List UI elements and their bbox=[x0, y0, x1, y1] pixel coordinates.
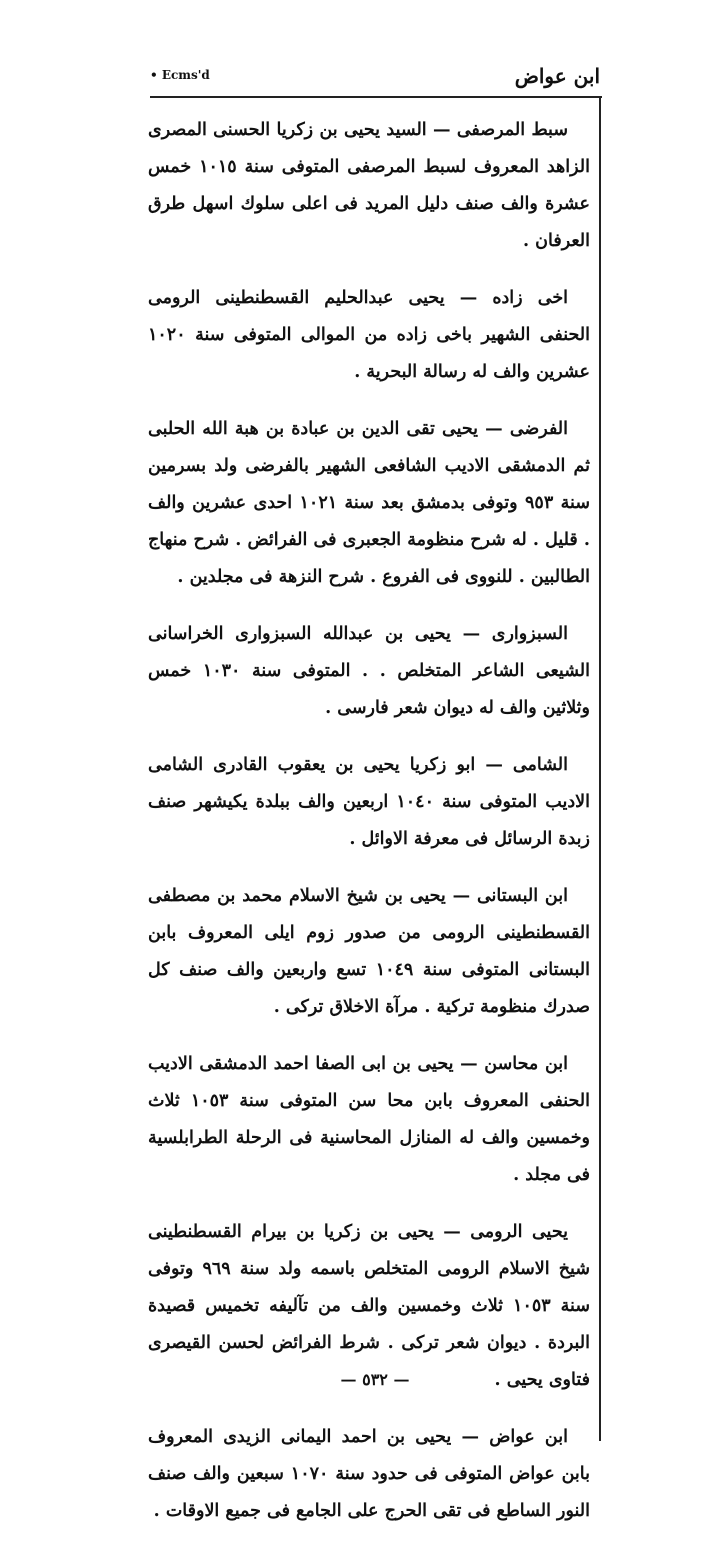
entry: الشامى — ابو زكريا يحيى بن يعقوب القادرى الشامى الاديب المتوفى سنة ١٠٤٠ اربعين والف ببلدة يكيشهر صنف زبدة الرسائل فى معرفة الاوائل . bbox=[148, 755, 590, 849]
entry: ابن محاسن — يحيى بن ابى الصفا احمد الدمشقى الاديب الحنفى المعروف بابن محا سن المتوفى سنة ١٠٥٣ ثلاث وخمسين والف له المنازل المحاسنية فى الرحلة الطرابلسية فى مجلد . bbox=[148, 1054, 590, 1185]
entry: ابن عواض — يحيى بن احمد اليمانى الزيدى المعروف بابن عواض المتوفى فى حدود سنة ١٠٧٠ سبعين والف صنف النور الساطع فى تقى الحرج على الجامع فى جميع الاوقات . bbox=[148, 1427, 590, 1521]
margin-rule bbox=[599, 96, 601, 1441]
running-title: ابن عواض bbox=[514, 64, 600, 88]
header-rule bbox=[150, 96, 602, 98]
entry: الفرضى — يحيى تقى الدين بن عبادة بن هبة الله الحلبى ثم الدمشقى الاديب الشافعى الشهير بالفرضى ولد بسرمين سنة ٩٥٣ وتوفى بدمشق بعد سنة ١٠٢١ احدى عشرين والف . قليل . له شرح منظومة الجعبرى فى الفرائض . شرح منهاج الطالبين . للنووى فى الفروع . شرح النزهة فى مجلدين . bbox=[148, 419, 590, 587]
page-number: — ٥٣٢ — bbox=[340, 1370, 410, 1389]
entry: السبزوارى — يحيى بن عبدالله السبزوارى الخراسانى الشيعى الشاعر المتخلص . . المتوفى سنة ١٠٣٠ خمس وثلاثين والف له ديوان شعر فارسى . bbox=[148, 624, 591, 718]
entry: سبط المرصفى — السيد يحيى بن زكريا الحسنى المصرى الزاهد المعروف لسبط المرصفى المتوفى سنة ١٠١٥ خمس عشرة والف صنف دليل المريد فى اعلى سلوك اسهل طرق العرفان . bbox=[148, 120, 590, 251]
entry: اخى زاده — يحيى عبدالحليم القسطنطينى الرومى الحنفى الشهير باخى زاده من الموالى المتوفى سنة ١٠٢٠ عشرين والف له رسالة البحرية . bbox=[148, 288, 590, 382]
header-mark: • Ecms'd bbox=[150, 68, 210, 82]
entry: ابن البستانى — يحيى بن شيخ الاسلام محمد بن مصطفى القسطنطينى الرومى من صدور زوم ايلى المعروف بابن البستانى المتوفى سنة ١٠٤٩ تسع واربعين والف صنف كل صدرك منظومة تركية . مرآة الاخلاق تركى . bbox=[148, 886, 590, 1017]
running-header bbox=[150, 62, 600, 94]
entry: يحيى الرومى — يحيى بن زكريا بن بيرام القسطنطينى شيخ الاسلام الرومى المتخلص باسمه ولد سنة ٩٦٩ وتوفى سنة ١٠٥٣ ثلاث وخمسين والف من تآليفه تخميس قصيدة البردة . ديوان شعر تركى . شرط الفرائض لحسن القيصرى فتاوى يحيى . bbox=[148, 1222, 591, 1390]
entries-list bbox=[148, 112, 590, 1550]
